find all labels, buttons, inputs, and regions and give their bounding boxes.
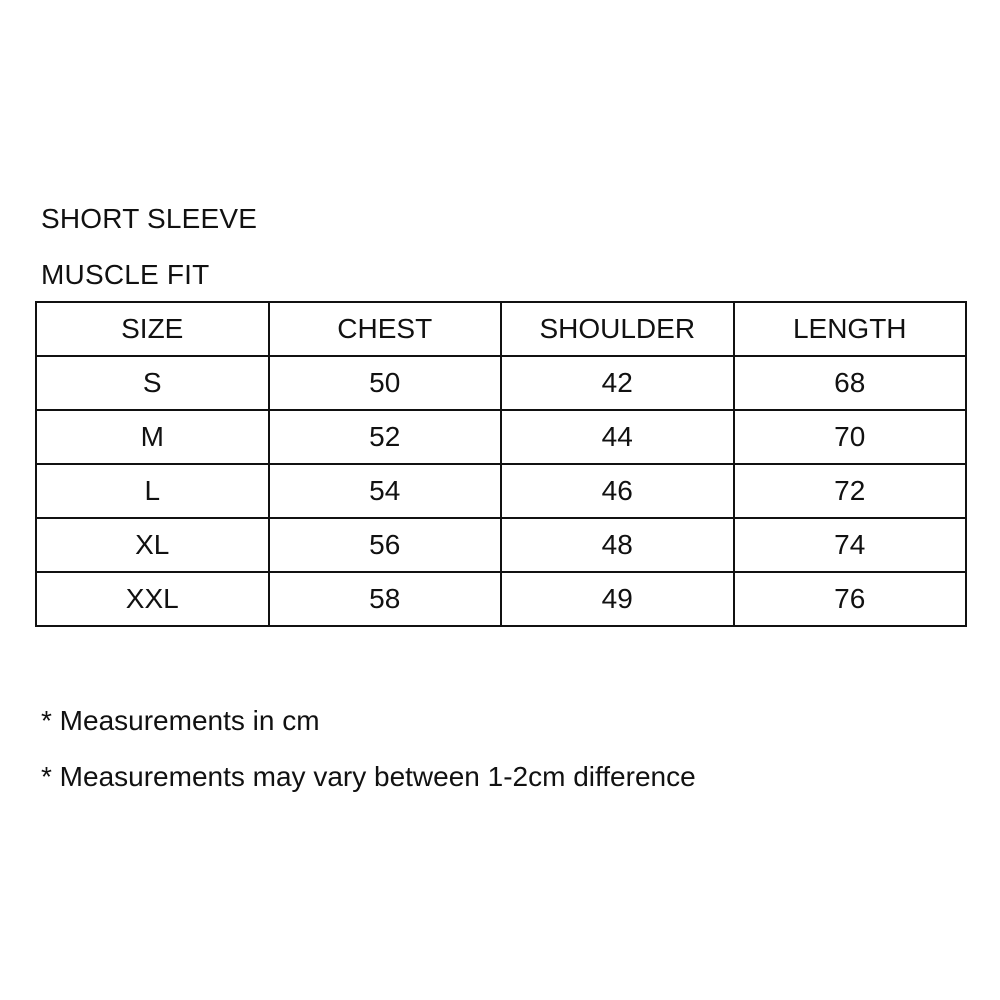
table-row [36, 572, 966, 626]
cell-size: M [36, 410, 269, 464]
cell-length: 72 [734, 464, 967, 518]
table-row [36, 518, 966, 572]
cell-chest: 54 [269, 464, 502, 518]
table-row [36, 356, 966, 410]
cell-chest: 58 [269, 572, 502, 626]
column-header-length: LENGTH [734, 302, 967, 356]
cell-size: XL [36, 518, 269, 572]
table-row [36, 410, 966, 464]
size-chart-table [35, 301, 967, 627]
cell-shoulder: 42 [501, 356, 734, 410]
cell-length: 68 [734, 356, 967, 410]
table-row [36, 464, 966, 518]
cell-length: 70 [734, 410, 967, 464]
column-header-shoulder: SHOULDER [501, 302, 734, 356]
cell-chest: 50 [269, 356, 502, 410]
cell-length: 76 [734, 572, 967, 626]
cell-shoulder: 44 [501, 410, 734, 464]
cell-length: 74 [734, 518, 967, 572]
measurement-unit-note: * Measurements in cm [41, 705, 320, 736]
cell-size: XXL [36, 572, 269, 626]
cell-chest: 52 [269, 410, 502, 464]
cell-shoulder: 49 [501, 572, 734, 626]
table-header-row [36, 302, 966, 356]
cell-shoulder: 46 [501, 464, 734, 518]
chart-subtitle: MUSCLE FIT [41, 259, 210, 290]
cell-size: S [36, 356, 269, 410]
column-header-size: SIZE [36, 302, 269, 356]
column-header-chest: CHEST [269, 302, 502, 356]
measurement-variance-note: * Measurements may vary between 1-2cm difference [41, 761, 696, 792]
cell-shoulder: 48 [501, 518, 734, 572]
chart-title: SHORT SLEEVE [41, 203, 258, 234]
cell-size: L [36, 464, 269, 518]
cell-chest: 56 [269, 518, 502, 572]
